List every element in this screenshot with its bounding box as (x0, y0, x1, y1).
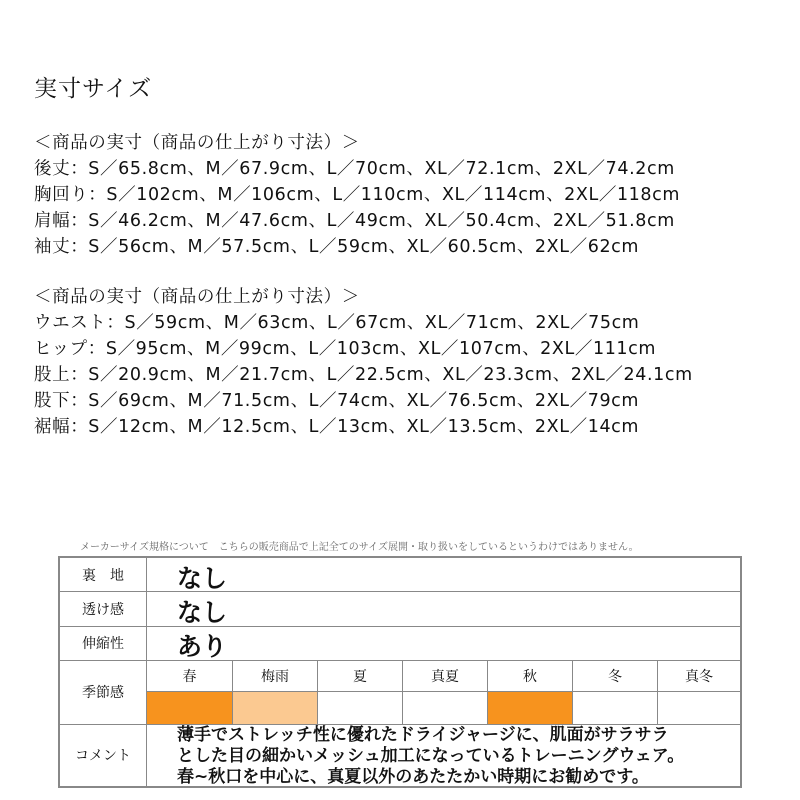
size-row: 裾幅：S／12cm、M／12.5cm、L／13cm、XL／13.5cm、2XL／14cm (34, 417, 640, 437)
comment-line: 春~秋口を中心に、真夏以外のあたたかい時期にお勧めです。 (177, 767, 649, 787)
season-fill (403, 692, 487, 724)
size-block-top (34, 130, 680, 260)
size-row: 袖丈：S／56cm、M／57.5cm、L／59cm、XL／60.5cm、2XL／62cm (34, 237, 640, 257)
season-fill (147, 692, 232, 724)
stretch-label: 伸縮性 (60, 626, 147, 660)
comment-text (177, 725, 684, 788)
comment-label: コメント (60, 724, 147, 786)
season-column (572, 661, 657, 724)
row-divider (60, 591, 740, 592)
size-row: 肩幅：S／46.2cm、M／47.6cm、L／49cm、XL／50.4cm、2XL／51.8cm (34, 211, 675, 231)
season-fill (318, 692, 402, 724)
size-block-heading: ＜商品の実寸（商品の仕上がり寸法）＞ (34, 287, 360, 307)
size-row: ウエスト：S／59cm、M／63cm、L／67cm、XL／71cm、2XL／75cm (34, 313, 640, 333)
sheer-label: 透け感 (60, 591, 147, 626)
season-column (232, 661, 317, 724)
size-block-heading: ＜商品の実寸（商品の仕上がり寸法）＞ (34, 133, 360, 153)
comment-line: とした目の細かいメッシュ加工になっているトレーニングウェア。 (177, 746, 685, 766)
size-row: 後丈：S／65.8cm、M／67.9cm、L／70cm、XL／72.1cm、2XL／74.2cm (34, 159, 675, 179)
size-row: 股上：S／20.9cm、M／21.7cm、L／22.5cm、XL／23.3cm、2XL／24.1cm (34, 365, 693, 385)
size-row: 股下：S／69cm、M／71.5cm、L／74cm、XL／76.5cm、2XL／79cm (34, 391, 640, 411)
season-label: 季節感 (60, 660, 147, 724)
lining-label: 裏 地 (60, 558, 147, 591)
season-fill (573, 692, 657, 724)
size-row: ヒップ：S／95cm、M／99cm、L／103cm、XL／107cm、2XL／111cm (34, 339, 657, 359)
page-title: 実寸サイズ (34, 76, 153, 102)
season-name: 梅雨 (233, 661, 317, 692)
comment-line: 薄手でストレッチ性に優れたドライジャージに、肌面がサラサラ (177, 725, 669, 745)
season-name: 夏 (318, 661, 402, 692)
size-row: 胸回り：S／102cm、M／106cm、L／110cm、XL／114cm、2XL／118cm (34, 185, 681, 205)
season-name: 真冬 (658, 661, 740, 692)
season-name: 春 (147, 661, 232, 692)
season-name: 秋 (488, 661, 572, 692)
season-column (147, 661, 232, 724)
season-name: 冬 (573, 661, 657, 692)
season-fill (658, 692, 740, 724)
season-column (657, 661, 740, 724)
season-fill (233, 692, 317, 724)
sheer-value: なし (177, 598, 228, 627)
spec-table (58, 556, 742, 788)
season-name: 真夏 (403, 661, 487, 692)
season-column (317, 661, 402, 724)
lining-value: なし (177, 564, 228, 593)
size-block-bottom (34, 284, 693, 440)
season-column (402, 661, 487, 724)
stretch-value: あり (177, 632, 228, 661)
season-grid (147, 661, 740, 724)
size-note: メーカーサイズ規格について こちらの販売商品で上記全てのサイズ展開・取り扱いをしているというわけではありません。 (80, 542, 639, 553)
season-column (487, 661, 572, 724)
season-fill (488, 692, 572, 724)
row-divider (60, 626, 740, 627)
